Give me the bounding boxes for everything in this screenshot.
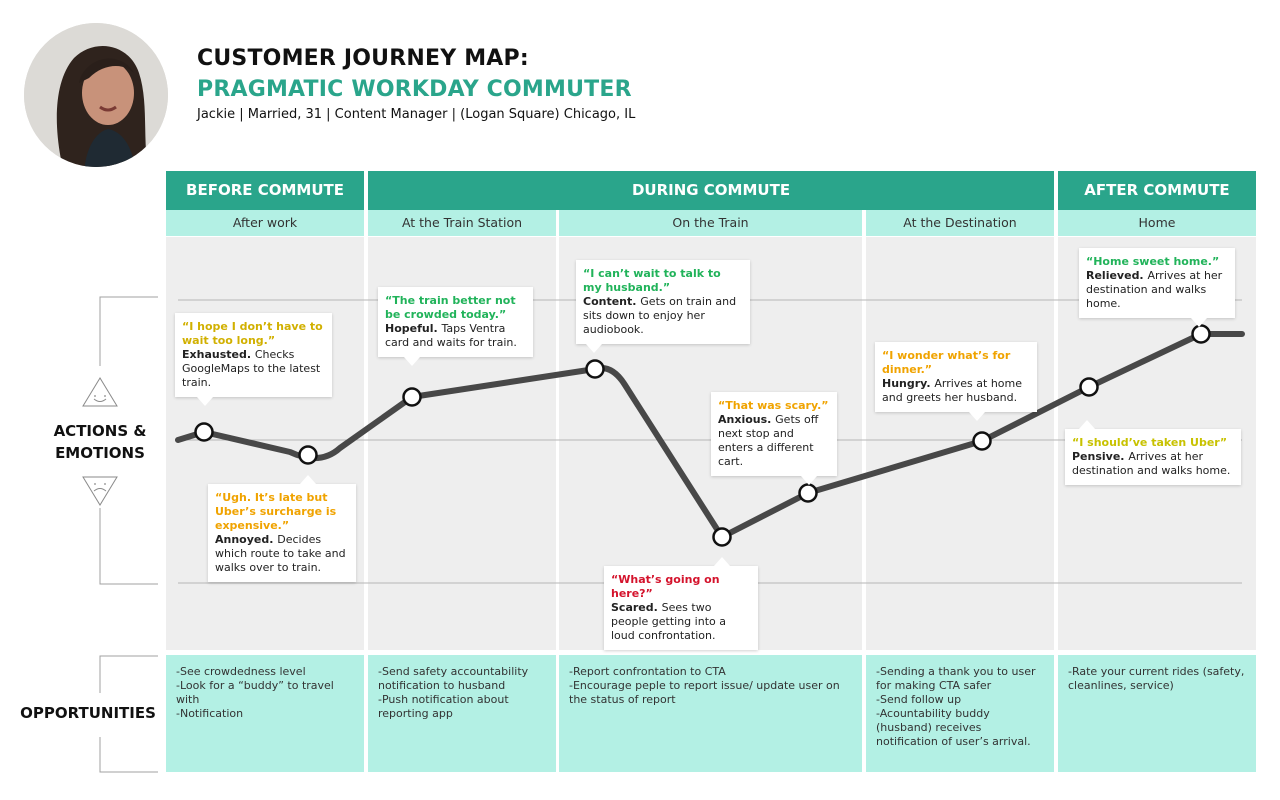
moment-emotion: Relieved. xyxy=(1086,269,1148,282)
moment-action: Checks GoogleMaps to the latest train. xyxy=(182,348,321,389)
moment-action: Gets off next stop and enters a different cart. xyxy=(718,413,819,468)
stage-home: Home xyxy=(1058,210,1256,236)
moment-emotion: Scared. xyxy=(611,601,662,614)
moment-action: Arrives at her destination and walks home. xyxy=(1086,269,1223,310)
moment-card-scared xyxy=(604,566,758,650)
touchpoint-3[interactable] xyxy=(404,389,421,406)
persona-details: Jackie | Married, 31 | Content Manager | (Logan Square) Chicago, IL xyxy=(197,107,636,122)
stage-destination: At the Destination xyxy=(866,210,1054,236)
moment-quote: “What’s going on here?” xyxy=(611,573,720,600)
stage-on-train: On the Train xyxy=(559,210,862,236)
frowning-triangle-icon xyxy=(83,477,117,505)
opportunity-destination: -Sending a thank you to user for making CTA safer -Send follow up -Acountability buddy (husband) receives notification of user’s arrival. xyxy=(866,655,1054,772)
moment-emotion: Hungry. xyxy=(882,377,935,390)
phase-after-commute: AFTER COMMUTE xyxy=(1058,171,1256,210)
opportunity-home: -Rate your current rides (safety, cleanlines, service) xyxy=(1058,655,1256,772)
smiling-triangle-icon xyxy=(83,378,117,406)
moment-card-exhausted xyxy=(175,313,332,397)
moment-quote: “I wonder what’s for dinner.” xyxy=(882,349,1011,376)
moment-emotion: Content. xyxy=(583,295,641,308)
moment-card-hopeful xyxy=(378,287,533,357)
opportunities-bracket-top xyxy=(100,656,158,693)
moment-card-anxious xyxy=(711,392,837,476)
actions-emotions-label xyxy=(40,420,160,464)
touchpoint-5[interactable] xyxy=(714,529,731,546)
moment-quote: “Home sweet home.” xyxy=(1086,255,1220,268)
opportunities-bracket-bottom xyxy=(100,737,158,772)
moment-action: Arrives at her destination and walks home. xyxy=(1072,450,1231,477)
actions-bracket-top xyxy=(100,297,158,366)
moment-action: Taps Ventra card and waits for train. xyxy=(385,322,517,349)
opportunity-on-train: -Report confrontation to CTA -Encourage peple to report issue/ update user on the status of report xyxy=(559,655,862,772)
moment-quote: “Ugh. It’s late but Uber’s surcharge is expensive.” xyxy=(215,491,337,532)
map-subtitle: PRAGMATIC WORKDAY COMMUTER xyxy=(197,77,632,102)
moment-action: Sees two people getting into a loud confrontation. xyxy=(611,601,726,642)
actions-label-line1: ACTIONS & xyxy=(53,422,147,440)
moment-card-pensive xyxy=(1065,429,1241,485)
touchpoint-6[interactable] xyxy=(800,485,817,502)
opportunity-after-work: -See crowdedness level -Look for a “buddy” to travel with -Notification xyxy=(166,655,364,772)
touchpoint-2[interactable] xyxy=(300,447,317,464)
touchpoint-9[interactable] xyxy=(1193,326,1210,343)
moment-emotion: Exhausted. xyxy=(182,348,255,361)
phase-during-commute: DURING COMMUTE xyxy=(368,171,1054,210)
moment-quote: “I hope I don’t have to wait too long.” xyxy=(182,320,323,347)
moment-card-annoyed xyxy=(208,484,356,582)
map-title: CUSTOMER JOURNEY MAP: xyxy=(197,46,529,71)
actions-bracket-bottom xyxy=(100,508,158,584)
moment-quote: “I can’t wait to talk to my husband.” xyxy=(583,267,721,294)
touchpoint-8[interactable] xyxy=(1081,379,1098,396)
moment-card-hungry xyxy=(875,342,1037,412)
moment-quote: “I should’ve taken Uber” xyxy=(1072,436,1228,449)
moment-quote: “That was scary.” xyxy=(718,399,829,412)
moment-card-relieved xyxy=(1079,248,1235,318)
touchpoint-1[interactable] xyxy=(196,424,213,441)
opportunity-train-station: -Send safety accountability notification to husband -Push notification about reporting app xyxy=(368,655,556,772)
moment-emotion: Annoyed. xyxy=(215,533,278,546)
moment-action: Arrives at home and greets her husband. xyxy=(882,377,1023,404)
touchpoint-7[interactable] xyxy=(974,433,991,450)
stage-train-station: At the Train Station xyxy=(368,210,556,236)
moment-action: Decides which route to take and walks over to train. xyxy=(215,533,346,574)
moment-emotion: Hopeful. xyxy=(385,322,442,335)
moment-quote: “The train better not be crowded today.” xyxy=(385,294,516,321)
touchpoint-4[interactable] xyxy=(587,361,604,378)
phase-before-commute: BEFORE COMMUTE xyxy=(166,171,364,210)
moment-action: Gets on train and sits down to enjoy her audiobook. xyxy=(583,295,737,336)
moment-emotion: Pensive. xyxy=(1072,450,1129,463)
actions-label-line2: EMOTIONS xyxy=(55,444,145,462)
moment-emotion: Anxious. xyxy=(718,413,776,426)
opportunities-label: OPPORTUNITIES xyxy=(20,704,156,722)
moment-card-content xyxy=(576,260,750,344)
stage-after-work: After work xyxy=(166,210,364,236)
